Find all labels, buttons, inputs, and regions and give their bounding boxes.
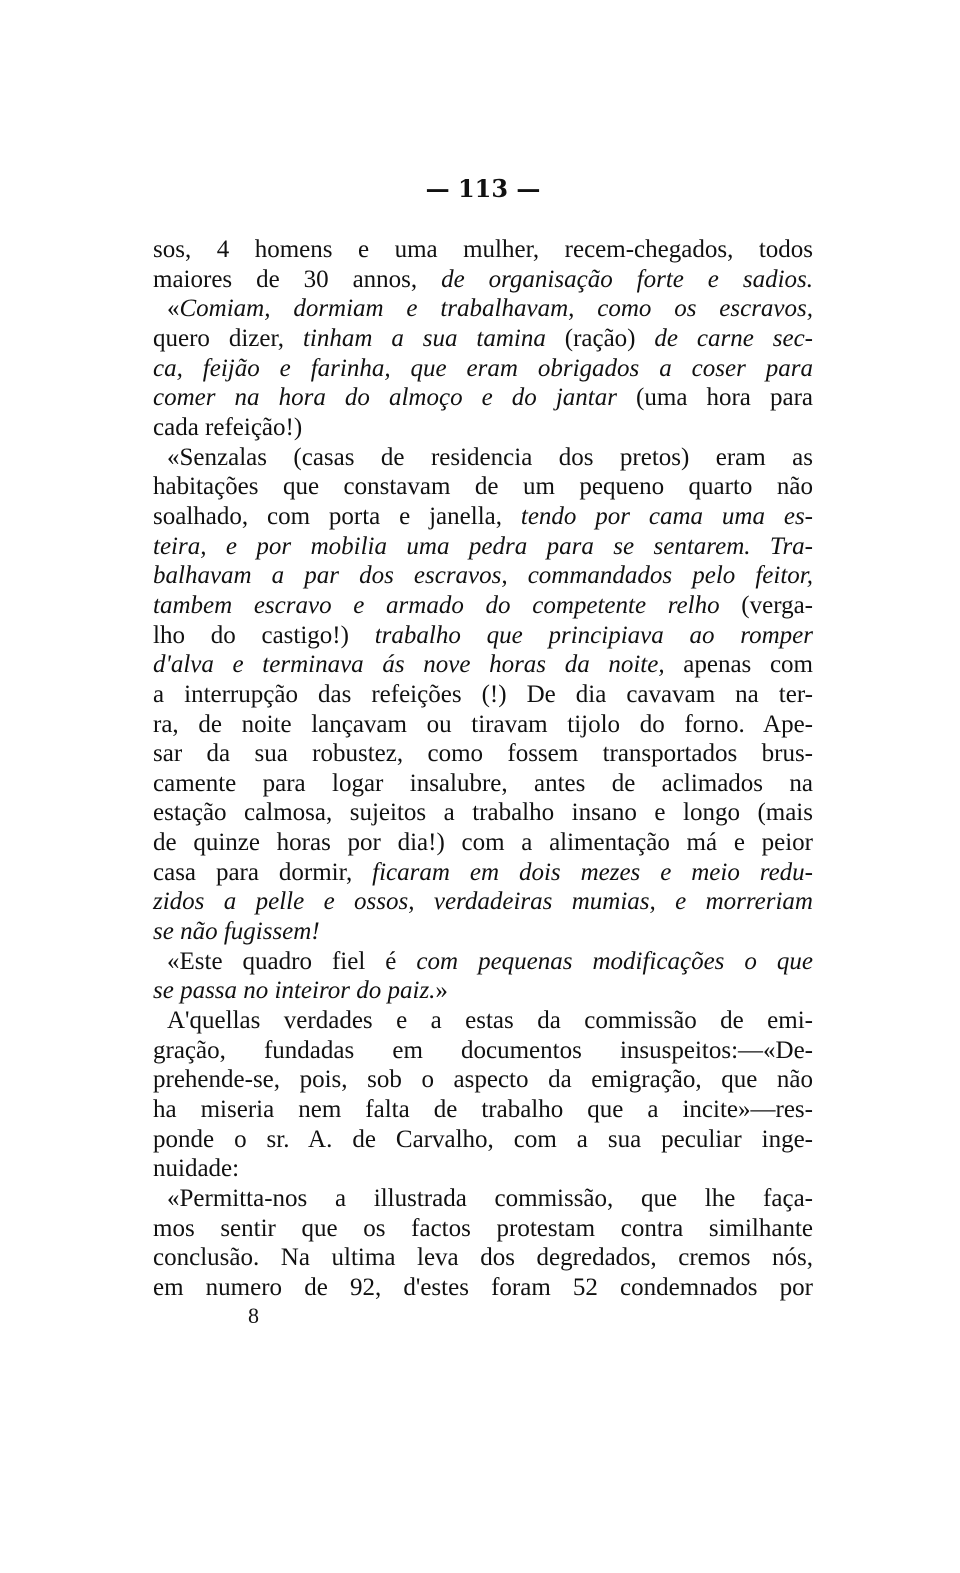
signature-mark: 8: [248, 1303, 259, 1328]
italic-text: com pequenas modificações o que: [416, 947, 814, 975]
text-line: [153, 947, 813, 977]
text-segment: «Este quadro fiel é: [167, 947, 417, 975]
italic-text: tambem escravo e armado do competente relho: [153, 591, 720, 619]
italic-text: se passa no inteiror do paiz.: [153, 977, 436, 1005]
text-line: [153, 976, 813, 1006]
text-segment: «: [167, 295, 180, 323]
text-line: [153, 621, 813, 651]
text-line: [153, 532, 813, 562]
text-line: [153, 472, 813, 502]
text-segment: «Permitta-nos a illustrada commissão, que lhe faça-: [167, 1185, 813, 1212]
italic-text: teira, e por mobilia uma pedra para se sentarem. Tra-: [153, 532, 813, 560]
italic-text: balhavam a par dos escravos, commandados pelo feitor,: [153, 562, 813, 590]
text-line: [153, 383, 813, 413]
italic-text: Comiam, dormiam e trabalhavam, como os escravos,: [179, 295, 813, 323]
text-segment: mos sentir que os factos protestam contra similhante: [153, 1214, 813, 1242]
text-line: [153, 858, 813, 888]
text-line: [153, 294, 813, 324]
text-line: [153, 265, 813, 295]
text-line: [153, 828, 813, 858]
text-segment: sos, 4 homens e uma mulher, recem-chegados, todos: [153, 236, 813, 263]
italic-text: ca, feijão e farinha, que eram obrigados a coser para: [153, 354, 813, 382]
text-segment: prehende-se, pois, sob o aspecto da emigração, que não: [153, 1066, 813, 1094]
italic-text: zidos a pelle e ossos, verdadeiras mumias, e morreriam: [153, 888, 813, 916]
text-segment: em numero de 92, d'estes foram 52 condemnados por: [153, 1273, 813, 1301]
text-segment: soalhado, com porta e janella,: [153, 502, 521, 530]
page-number-header: — 113 —: [425, 174, 541, 203]
text-segment: casa para dormir,: [153, 858, 373, 886]
italic-text: de carne sec-: [654, 324, 814, 352]
text-segment: a interrupção das refeições (!) De dia cavavam na ter-: [153, 680, 813, 708]
text-line: [153, 650, 813, 680]
text-line: [153, 1006, 813, 1036]
italic-text: tinham a sua tamina: [302, 324, 546, 352]
text-segment: A'quellas verdades e a estas da commissão de emi-: [167, 1007, 813, 1035]
italic-text: tendo por cama uma es-: [520, 502, 813, 530]
text-segment: «Senzalas (casas de residencia dos pretos) eram as: [167, 443, 813, 471]
text-line: [153, 354, 813, 384]
text-line: [153, 1095, 813, 1125]
text-line: [153, 324, 813, 354]
text-segment: camente para logar insalubre, antes de aclimados na: [153, 769, 813, 797]
text-segment: habitações que constavam de um pequeno quarto não: [153, 473, 813, 501]
text-segment: estação calmosa, sujeitos a trabalho insano e longo (mais: [153, 799, 813, 827]
text-segment: sar da sua robustez, como fossem transportados brus-: [153, 740, 813, 768]
text-line: [153, 917, 813, 947]
text-line: [153, 413, 813, 443]
text-line: [153, 1125, 813, 1155]
text-line: [153, 1036, 813, 1066]
text-segment: (ração): [545, 324, 655, 352]
italic-text: comer na hora do almoço e do jantar: [153, 384, 617, 412]
italic-text: ficaram em dois mezes e meio redu-: [372, 858, 814, 886]
text-segment: cada refeição!): [153, 413, 303, 441]
text-segment: maiores de 30 annos,: [153, 265, 442, 293]
text-line: [153, 1154, 813, 1184]
italic-text: se não fugissem!: [153, 918, 320, 946]
text-segment: de quinze horas por dia!) com a alimentação má e peior: [153, 829, 813, 857]
text-segment: gração, fundadas em documentos insuspeitos:—«De-: [153, 1036, 813, 1064]
text-line: [153, 769, 813, 799]
italic-text: d'alva e terminava ás nove horas da noite,: [153, 651, 665, 679]
text-segment: »: [435, 977, 448, 1005]
text-segment: (uma hora para: [616, 384, 813, 412]
text-segment: apenas com: [664, 651, 813, 679]
text-line: [153, 1065, 813, 1095]
italic-text: trabalho que principiava ao romper: [374, 621, 813, 649]
text-segment: conclusão. Na ultima leva dos degredados, cremos nós,: [153, 1244, 813, 1272]
text-line: [153, 710, 813, 740]
text-segment: ponde o sr. A. de Carvalho, com a sua peculiar inge-: [153, 1125, 813, 1153]
text-line: [153, 1243, 813, 1273]
text-segment: ra, de noite lançavam ou tiravam tijolo do forno. Ape-: [153, 710, 813, 738]
italic-text: de organisação forte e sadios.: [441, 265, 814, 293]
text-line: [153, 739, 813, 769]
text-line: [153, 798, 813, 828]
text-line: [153, 887, 813, 917]
text-segment: lho do castigo!): [153, 621, 375, 649]
text-line: [153, 591, 813, 621]
text-segment: ha miseria nem falta de trabalho que a incite»—res-: [153, 1096, 813, 1124]
text-segment: nuidade:: [153, 1155, 240, 1183]
body-text: [153, 235, 813, 1303]
text-line: [153, 235, 813, 265]
text-line: [153, 1184, 813, 1214]
text-segment: quero dizer,: [153, 324, 303, 352]
text-line: [153, 1273, 813, 1303]
text-segment: (verga-: [719, 591, 813, 619]
text-line: [153, 443, 813, 473]
text-line: [153, 502, 813, 532]
text-line: [153, 680, 813, 710]
text-line: [153, 1214, 813, 1244]
text-line: [153, 561, 813, 591]
